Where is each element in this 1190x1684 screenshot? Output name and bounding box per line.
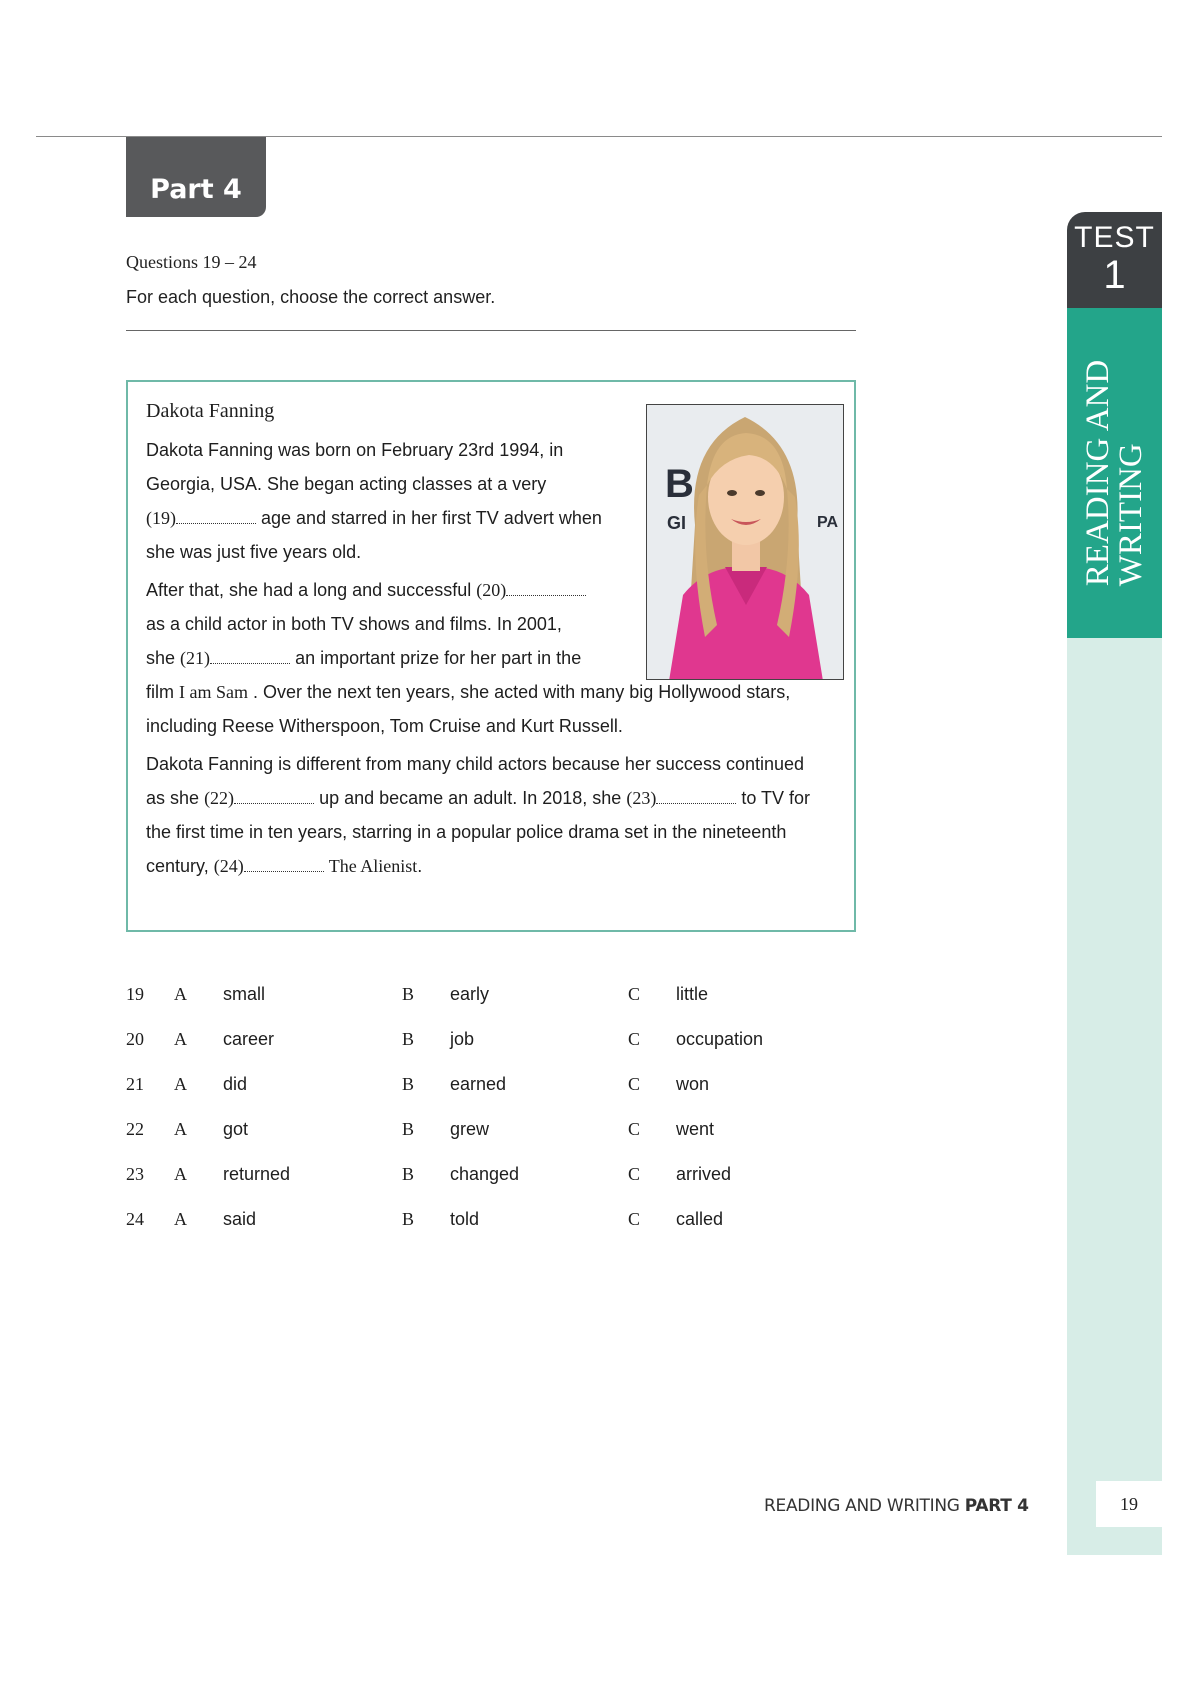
passage-line-9: including Reese Witherspoon, Tom Cruise and Kurt Russell.	[146, 716, 623, 736]
show-title: The Alienist	[328, 856, 418, 876]
option-letter-a: A	[174, 984, 187, 1004]
gap-19-number: (19)	[146, 508, 176, 528]
footer-text: READING AND WRITING	[764, 1496, 960, 1516]
answer-row	[126, 1164, 826, 1194]
part-label: Part 4	[150, 173, 242, 205]
gap-23-blank[interactable]	[656, 789, 736, 804]
page-number: 19	[1096, 1481, 1162, 1527]
option-a[interactable]: returned	[223, 1164, 291, 1184]
option-c[interactable]: called	[676, 1209, 724, 1229]
backdrop-text-2: GI	[667, 513, 687, 533]
gap-22-number: (22)	[204, 788, 235, 808]
option-a[interactable]: career	[223, 1029, 275, 1049]
answer-row	[126, 984, 826, 1014]
passage-line-11	[146, 788, 810, 809]
answer-row	[126, 1209, 826, 1239]
passage-line-8	[146, 682, 790, 703]
gap-24-blank[interactable]	[244, 857, 324, 872]
option-c[interactable]: arrived	[676, 1164, 732, 1184]
option-b[interactable]: job	[450, 1029, 475, 1049]
gap-24-number: (24)	[213, 856, 244, 876]
film-title: I am Sam	[179, 682, 249, 702]
passage-line-4: she was just five years old.	[146, 542, 362, 562]
option-letter-b: B	[402, 1029, 415, 1049]
test-label: TEST	[1074, 221, 1155, 254]
instruction-rule	[126, 330, 856, 331]
option-c[interactable]: won	[676, 1074, 710, 1094]
section-label	[1079, 359, 1149, 587]
option-letter-a: A	[174, 1164, 187, 1184]
answer-row	[126, 1029, 826, 1059]
option-letter-b: B	[402, 1164, 415, 1184]
passage-line-13-pre: century,	[146, 856, 209, 876]
footer-part: PART 4	[964, 1496, 1029, 1516]
questions-range: Questions 19 – 24	[126, 252, 257, 272]
passage-line-2: Georgia, USA. She began acting classes at a very	[146, 474, 547, 494]
passage-line-11-end: to TV for	[741, 788, 811, 808]
option-letter-c: C	[628, 1029, 641, 1049]
option-b[interactable]: changed	[450, 1164, 520, 1184]
option-b[interactable]: told	[450, 1209, 480, 1229]
test-number: 1	[1103, 253, 1126, 297]
section-label-line1: READING AND	[1079, 359, 1116, 587]
gap-23-number: (23)	[626, 788, 657, 808]
passage-line-11-mid: up and became an adult. In 2018, she	[319, 788, 622, 808]
portrait-image	[647, 405, 844, 680]
option-letter-b: B	[402, 1209, 415, 1229]
footer	[764, 1496, 1029, 1516]
option-letter-c: C	[628, 1164, 641, 1184]
passage-line-7-pre: she	[146, 648, 176, 668]
option-letter-a: A	[174, 1209, 187, 1229]
option-b[interactable]: earned	[450, 1074, 507, 1094]
gap-22-blank[interactable]	[234, 789, 314, 804]
part-tab	[126, 137, 266, 217]
gap-20-blank[interactable]	[506, 581, 586, 596]
answer-row	[126, 1119, 826, 1149]
passage-line-3	[146, 508, 602, 529]
passage-line-7-text: an important prize for her part in the	[295, 648, 582, 668]
question-number: 20	[126, 1029, 144, 1049]
option-c[interactable]: went	[676, 1119, 715, 1139]
passage-line-8-text: . Over the next ten years, she acted with many big Hollywood stars,	[253, 682, 791, 702]
gap-21-number: (21)	[180, 648, 211, 668]
option-a[interactable]: small	[223, 984, 266, 1004]
instruction: For each question, choose the correct answer.	[126, 287, 496, 307]
passage-line-6: as a child actor in both TV shows and films. In 2001,	[146, 614, 562, 634]
option-letter-c: C	[628, 1074, 641, 1094]
option-letter-c: C	[628, 1209, 641, 1229]
passage-line-7	[146, 648, 581, 669]
gap-19-blank[interactable]	[176, 509, 256, 524]
passage-line-12: the first time in ten years, starring in a popular police drama set in the nineteenth	[146, 822, 787, 842]
question-number: 24	[126, 1209, 144, 1229]
test-tab	[1067, 212, 1162, 308]
option-c[interactable]: little	[676, 984, 709, 1004]
option-letter-a: A	[174, 1119, 187, 1139]
option-b[interactable]: early	[450, 984, 490, 1004]
passage-line-5	[146, 580, 586, 601]
passage-box	[126, 380, 856, 932]
passage-line-10: Dakota Fanning is different from many child actors because her success continued	[146, 754, 805, 774]
passage-line-13-end: .	[417, 856, 423, 876]
portrait-photo	[646, 404, 844, 680]
option-letter-a: A	[174, 1029, 187, 1049]
option-a[interactable]: said	[223, 1209, 257, 1229]
option-c[interactable]: occupation	[676, 1029, 764, 1049]
gap-21-blank[interactable]	[210, 649, 290, 664]
backdrop-text-1: B	[665, 462, 694, 506]
question-number: 19	[126, 984, 144, 1004]
question-number: 21	[126, 1074, 144, 1094]
question-number: 23	[126, 1164, 144, 1184]
passage-line-5-text: After that, she had a long and successful	[146, 580, 472, 600]
option-b[interactable]: grew	[450, 1119, 490, 1139]
option-letter-c: C	[628, 984, 641, 1004]
option-letter-b: B	[402, 1074, 415, 1094]
side-band	[1067, 638, 1162, 1555]
option-letter-b: B	[402, 1119, 415, 1139]
passage-line-8-pre: film	[146, 682, 174, 702]
question-number: 22	[126, 1119, 144, 1139]
option-letter-b: B	[402, 984, 415, 1004]
answer-row	[126, 1074, 826, 1104]
section-tab	[1067, 308, 1162, 638]
passage-line-11-pre: as she	[146, 788, 200, 808]
passage-line-13	[146, 856, 422, 877]
backdrop-text-3: PA	[817, 514, 839, 531]
passage-line-1: Dakota Fanning was born on February 23rd 1994, in	[146, 440, 564, 460]
passage-title: Dakota Fanning	[146, 400, 275, 422]
option-letter-c: C	[628, 1119, 641, 1139]
option-a[interactable]: did	[223, 1074, 248, 1094]
passage-line-3-text: age and starred in her first TV advert when	[261, 508, 602, 528]
option-a[interactable]: got	[223, 1119, 249, 1139]
gap-20-number: (20)	[476, 580, 507, 600]
section-label-line2: WRITING	[1112, 443, 1149, 587]
option-letter-a: A	[174, 1074, 187, 1094]
